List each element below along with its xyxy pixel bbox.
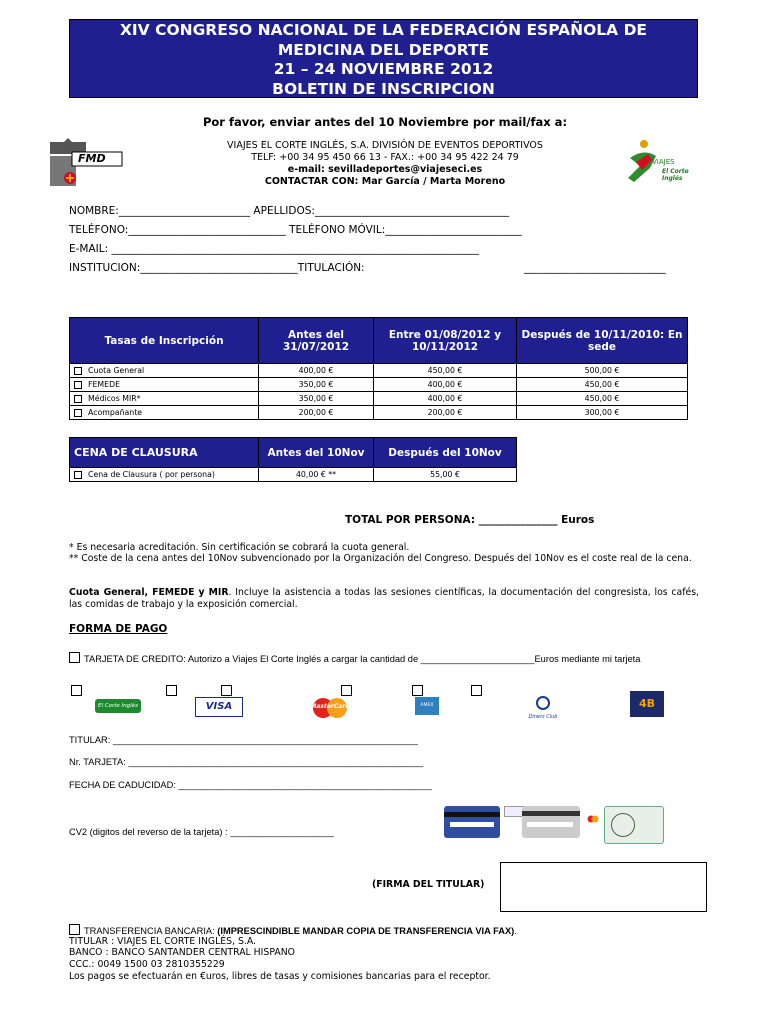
dinner-header-late: Después del 10Nov <box>374 438 517 468</box>
fees-header-label: Tasas de Inscripción <box>70 318 259 364</box>
row-label: FEMEDE <box>88 380 120 389</box>
header-line-4: BOLETIN DE INSCRIPCION <box>272 79 495 98</box>
checkbox-acompanante[interactable] <box>74 409 82 417</box>
row-value: 450,00 € <box>517 392 688 406</box>
diners-label: Diners Club <box>528 714 558 720</box>
viajes-logo <box>622 138 708 186</box>
card-text: TARJETA DE CREDITO: Autorizo a Viajes El Corte Inglés a cargar la cantidad de ______________________Euros mediante mi tarjeta <box>84 654 641 664</box>
fees-header-early: Antes del 31/07/2012 <box>259 318 374 364</box>
row-label: Cuota General <box>88 366 145 375</box>
visa-card-logo: VISA <box>195 697 243 717</box>
amex-card-logo: AMEX <box>415 697 439 715</box>
checkbox-cena-clausura[interactable] <box>74 471 82 479</box>
table-row <box>70 406 688 420</box>
contact-email: e-mail: sevilladeportes@viajeseci.es <box>287 164 483 175</box>
note-3-rest: . Incluye la asistencia a todas las sesiones científicas, la documentación del congresista, los cafés, las comidas de trabajo y la exposición comercial. <box>69 587 699 610</box>
transfer-dot: . <box>514 926 517 936</box>
nombre-apellidos-field[interactable]: NOMBRE:_________________________ APELLIDOS:_____________________________________ <box>69 205 510 217</box>
row-label: Acompañante <box>88 408 143 417</box>
mastercard-logo <box>305 697 355 719</box>
note-1: * Es necesaria acreditación. Sin certificación se cobrará la cuota general. <box>69 542 410 553</box>
bank-name: BANCO : BANCO SANTANDER CENTRAL HISPANO <box>69 947 295 958</box>
viajes-logo-text: VIAJES <box>652 158 675 166</box>
bank-ccc: CCC.: 0049 1500 03 2810355229 <box>69 959 225 970</box>
signature-label: (FIRMA DEL TITULAR) <box>372 879 485 890</box>
checkbox-tarjeta[interactable] <box>69 652 80 663</box>
4b-card-logo: 4B <box>630 691 664 717</box>
dinner-header-label: CENA DE CLAUSURA <box>70 438 259 468</box>
transfer-option <box>69 924 517 936</box>
row-value: 500,00 € <box>517 364 688 378</box>
table-row <box>70 378 688 392</box>
email-field[interactable]: E-MAIL: ______________________________________________________________________ <box>69 243 479 255</box>
row-value: 350,00 € <box>259 378 374 392</box>
checkbox-transferencia[interactable] <box>69 924 80 935</box>
checkbox-mastercard[interactable] <box>341 685 352 696</box>
total-per-person[interactable]: TOTAL POR PERSONA: _______________ Euros <box>345 514 595 526</box>
row-value: 40,00 € ** <box>259 468 374 482</box>
row-value: 400,00 € <box>374 378 517 392</box>
row-value: 300,00 € <box>517 406 688 420</box>
fees-table <box>69 317 688 420</box>
checkbox-visa-2[interactable] <box>221 685 232 696</box>
eci-card-logo: El Corte Inglés <box>95 699 141 713</box>
checkbox-femede[interactable] <box>74 381 82 389</box>
signature-box[interactable] <box>500 862 707 912</box>
row-value: 450,00 € <box>517 378 688 392</box>
row-label: Cena de Clausura ( por persona) <box>88 470 215 479</box>
fees-header-late: Después de 10/11/2010: En sede <box>517 318 688 364</box>
expiry-field[interactable]: FECHA DE CADUCIDAD: _________________________________________________ <box>69 780 432 790</box>
card-back-image <box>444 806 500 838</box>
contact-line-2: TELF: +00 34 95 450 66 13 - FAX.: +00 34 95 422 24 79 <box>251 152 519 163</box>
fmd-logo-text: FMD <box>78 152 106 165</box>
row-value: 450,00 € <box>374 364 517 378</box>
mastercard-label: MasterCard <box>310 703 350 710</box>
payment-title: FORMA DE PAGO <box>69 623 168 635</box>
transfer-note: (IMPRESCINDIBLE MANDAR COPIA DE TRANSFERENCIA VIA FAX) <box>217 926 515 936</box>
card-option <box>69 652 699 665</box>
note-3-bold: Cuota General, FEMEDE y MIR <box>69 587 229 598</box>
row-value: 200,00 € <box>374 406 517 420</box>
transfer-label: TRANSFERENCIA BANCARIA: <box>84 926 218 936</box>
fees-header-mid: Entre 01/08/2012 y 10/11/2012 <box>374 318 517 364</box>
cv2-field[interactable]: CV2 (digitos del reverso de la tarjeta) : ____________________ <box>69 827 334 837</box>
card-number-field[interactable]: Nr. TARJETA: _________________________________________________________ <box>69 757 424 767</box>
card-brands-row <box>69 685 709 725</box>
telefono-field[interactable]: TELÉFONO:______________________________ TELÉFONO MÓVIL:__________________________ <box>69 224 522 236</box>
titular-field[interactable]: TITULAR: ___________________________________________________________ <box>69 735 418 745</box>
table-row <box>70 468 517 482</box>
card-front-image <box>604 806 664 844</box>
contact-block <box>110 140 660 188</box>
contact-persons: CONTACTAR CON: Mar García / Marta Moreno <box>264 176 506 187</box>
row-value: 400,00 € <box>259 364 374 378</box>
mastercard-mini-icon <box>586 808 600 816</box>
row-value: 350,00 € <box>259 392 374 406</box>
note-2: ** Coste de la cena antes del 10Nov subvencionado por la Organización del Congreso. Después del 10Nov es el coste real de la cena. <box>69 553 692 564</box>
checkbox-diners[interactable] <box>471 685 482 696</box>
checkbox-eci[interactable] <box>71 685 82 696</box>
checkbox-medicos-mir[interactable] <box>74 395 82 403</box>
header-line-3: 21 – 24 NOVIEMBRE 2012 <box>273 60 494 78</box>
row-value: 55,00 € <box>374 468 517 482</box>
visa-mini-icon <box>504 806 524 817</box>
bank-note: Los pagos se efectuarán en €uros, libres de tasas y comisiones bancarias para el receptor. <box>69 971 491 982</box>
header-line-1: XIV CONGRESO NACIONAL DE LA FEDERACIÓN ESPAÑOLA DE <box>119 21 648 39</box>
row-label: Médicos MIR* <box>88 394 141 403</box>
page-header <box>69 19 698 98</box>
card-back-image-2 <box>522 806 580 838</box>
checkbox-visa[interactable] <box>166 685 177 696</box>
dinner-header-early: Antes del 10Nov <box>259 438 374 468</box>
diners-card-logo <box>525 695 561 719</box>
header-line-2: MEDICINA DEL DEPORTE <box>277 40 490 59</box>
checkbox-amex[interactable] <box>412 685 423 696</box>
bank-titular: TITULAR : VIAJES EL CORTE INGLÉS, S.A. <box>69 936 256 947</box>
subtitle: Por favor, enviar antes del 10 Noviembre por mail/fax a: <box>202 115 568 129</box>
titulacion-line[interactable]: ___________________________ <box>524 262 666 274</box>
contact-line-1: VIAJES EL CORTE INGLÉS, S.A. DIVISIÓN DE EVENTOS DEPORTIVOS <box>227 140 543 151</box>
row-value: 200,00 € <box>259 406 374 420</box>
row-value: 400,00 € <box>374 392 517 406</box>
dinner-table <box>69 437 517 482</box>
checkbox-cuota-general[interactable] <box>74 367 82 375</box>
table-row <box>70 364 688 378</box>
institucion-field[interactable]: INSTITUCION:______________________________TITULACIÓN: <box>69 262 365 274</box>
viajes-logo-sub: El Corte Inglés <box>662 168 689 182</box>
table-row <box>70 392 688 406</box>
note-3 <box>69 587 699 610</box>
